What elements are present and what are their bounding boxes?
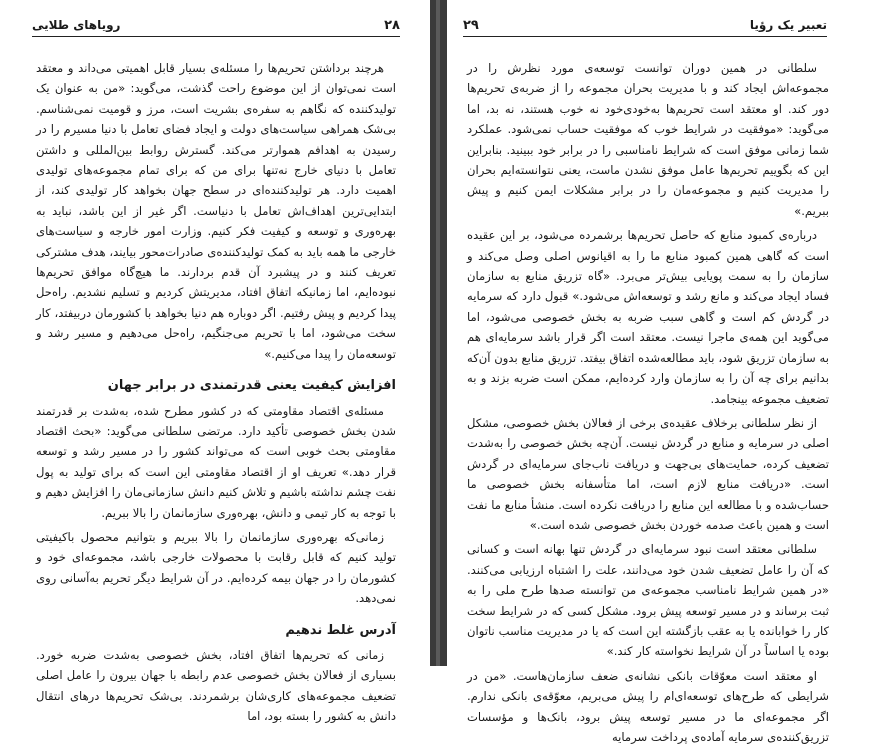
- left-running-title: رویاهای طلایی: [32, 18, 121, 32]
- book-gutter: [430, 0, 447, 666]
- right-page-header: [463, 14, 827, 37]
- paragraph: زمانی‌که بهره‌وری سازمانمان را بالا ببریم و بتوانیم محصول باکیفیتی تولید کنیم که قابل رقابت با محصولات خارجی باشد، مجموعه‌ای خود و کشورمان را در جهان بیمه کرده‌ایم. در آن شرایط دیگر تحریم به‌آسانی روی نمی‌دهد.: [36, 529, 396, 606]
- left-page: [0, 0, 430, 724]
- paragraph: سلطانی در همین دوران توانست توسعه‌ی مورد نظرش را در مجموعه‌اش ایجاد کند و با مدیریت بحران مجموعه را از ضربه‌ی تحریم‌ها دور کند. او معتقد است تحریم‌ها به‌خودی‌خود نه خوب هستند، نه بد، اما می‌گوید: «موفقیت در شرایط خوب که موفقیت حساب نمی‌شود. عملکرد شما زمانی موفق است که شرایط نامناسبی را در برابر خود ببینید. بنابراین این که بگوییم تحریم‌ها عامل موفق نشدن ماست، یعنی نتوانسته‌ایم بحران را مدیریت کنیم و مجموعه‌مان را در برابر مشکلات ایمن کنیم و پیش ببریم.»: [467, 61, 829, 218]
- right-page: [447, 0, 879, 744]
- paragraph: مسئله‌ی اقتصاد مقاومتی که در کشور مطرح شده، به‌شدت بر قدرتمند شدن بخش خصوصی تأکید دارد. مرتضی سلطانی می‌گوید: «بحث اقتصاد مقاومتی بحث خوبی است که می‌تواند کشور را در مسیر رشد و توسعه قرار دهد.» تعریف او از اقتصاد مقاومتی این است که برای تولید به پول نفت چشم نداشته باشیم و تلاش کنیم دانش سازمانی‌مان را افزایش دهیم و با توجه به کار تیمی و دانش، بهره‌وری سازمانمان را بالا ببریم.: [36, 403, 396, 520]
- right-page-number: ۲۹: [463, 17, 479, 33]
- paragraph: هرچند برداشتن تحریم‌ها را مسئله‌ی بسیار قابل اهمیتی می‌داند و معتقد است نمی‌توان از این موضوع راحت گذشت، می‌گوید: «من به عنوان یک تولیدکننده که نگاهم به سفره‌ی بشریت است، مرز و قومیت نمی‌شناسم. بی‌شک همراهی سیاست‌های دولت و ایجاد فضای تعامل با دنیا مسیرم را در رسیدن به اهدافم هموارتر می‌کند. گسترش روابط بین‌المللی و داشتن تعامل با دنیای خارج نه‌تنها برای من که برای تمام مجموعه‌های تولیدی اهمیت دارد. هر تولیدکننده‌ای در سطح جهان بخواهد کار تولیدی کند، از ابتدایی‌ترین اهداف‌اش تعامل با دنیاست. اگر غیر از این باشد، نباید به بهره‌وری و توسعه و کیفیت فکر کنیم. وزارت امور خارجه و سیاست‌های خارجی ما همه باید به کمک تولیدکننده‌ی صادرات‌محور بیایند، هدف مشترکی تعریف کنند و در پیشبرد آن قدم بردارند. ما هیچ‌گاه موافق تحریم‌ها نبوده‌ایم، اما زمانیکه اتفاق افتاد، مدیریتش کردیم و تسلیم نشدیم. راه‌حل پیدا کردیم و پیش رفتیم. اگر دوباره هم دنیا بخواهد با کشورمان دربیفتد، کار سخت می‌شود، اما با تحریم می‌جنگیم، راه‌حل می‌دهیم و مسیر رشد و توسعه‌مان را پیدا می‌کنیم.»: [36, 61, 396, 361]
- left-page-body: [36, 58, 396, 727]
- left-page-number: ۲۸: [384, 17, 400, 33]
- paragraph: از نظر سلطانی برخلاف عقیده‌ی برخی از فعالان بخش خصوصی، مشکل اصلی در سرمایه و منابع در گردش نیست. آن‌چه بخش خصوصی را به‌شدت تضعیف کرده، حمایت‌های بی‌جهت و دریافت ناب‌جای سرمایه‌ای در گردش است. «دریافت منابع لازم است، اما متأسفانه بخش خصوصی ما حساب‌شده و با مطالعه این منابع را دریافت نکرده است. منشأ منابع ما نفت است و همین باعث صدمه خوردن بخش خصوصی شده است.»: [467, 415, 829, 532]
- section-heading: آدرس غلط ندهیم: [285, 622, 396, 638]
- paragraph: درباره‌ی کمبود منابع که حاصل تحریم‌ها برشمرده می‌شود، بر این عقیده است که گاهی همین کمبود منابع ما را به اقیانوس اصلی وصل می‌کند و سازمان را به سمت پویایی بیش‌تر می‌برد. «گاه تزریق منابع به سازمان فساد ایجاد می‌کند و مانع رشد و توسعه‌اش می‌شود.» قبول دارد که سرمایه در گردش کم است و گاهی سبب ضربه به بخش خصوصی می‌شود، اما می‌گوید این همه‌ی ماجرا نیست. معتقد است اگر قرار باشد سرمایه‌ای هم به سازمان تزریق شود، باید مطالعه‌شده اتفاق بیفتد. تزریق منابع بدون آن‌که بدانیم برای چه آن را به سازمان وارد کرده‌ایم، ممکن است ضربه بزند و به تضعیف مجموعه بینجامد.: [467, 228, 829, 406]
- paragraph: زمانی که تحریم‌ها اتفاق افتاد، بخش خصوصی به‌شدت ضربه خورد. بسیاری از فعالان بخش خصوصی عدم رابطه با جهان بیرون را عامل اصلی تضعیف مجموعه‌های کاری‌شان برشمردند. بی‌شک تحریم‌ها درهای انتقال دانش به کشور را بسته بود، اما: [36, 647, 396, 724]
- paragraph: سلطانی معتقد است نبود سرمایه‌ای در گردش تنها بهانه است و کسانی که آن را عامل تضعیف شدن خود می‌دانند، علت را اشتباه ارزیابی می‌کنند. «در همین شرایط نامناسب مجموعه‌ی من توانسته صدها طرح ملی را به ثبت برساند و در مسیر توسعه پیش برود. مشکل کسی که در شرایط سخت کار را خوابانده یا به عقب بازگشته این است که یا در مدیریت مناسب ناتوان بوده یا اساساً در آن شرایط نخواسته کار کند.»: [467, 542, 829, 659]
- left-page-header: [32, 14, 400, 37]
- paragraph: او معتقد است معوّقات بانکی نشانه‌ی ضعف سازمان‌هاست. «من در شرایطی که طرح‌های توسعه‌ای‌ام را پیش می‌بریم، معوّقه‌ی بانکی ندارم. اگر مجموعه‌ای ما در مسیر توسعه پیش برود، بانک‌ها و مؤسسات تزریق‌کننده‌ی سرمایه آماده‌ی پرداخت سرمایه: [467, 668, 829, 744]
- right-page-body: [467, 58, 829, 747]
- right-running-title: تعبیر یک رؤیا: [749, 18, 827, 32]
- section-heading: افزایش کیفیت یعنی قدرتمندی در برابر جهان: [107, 378, 396, 394]
